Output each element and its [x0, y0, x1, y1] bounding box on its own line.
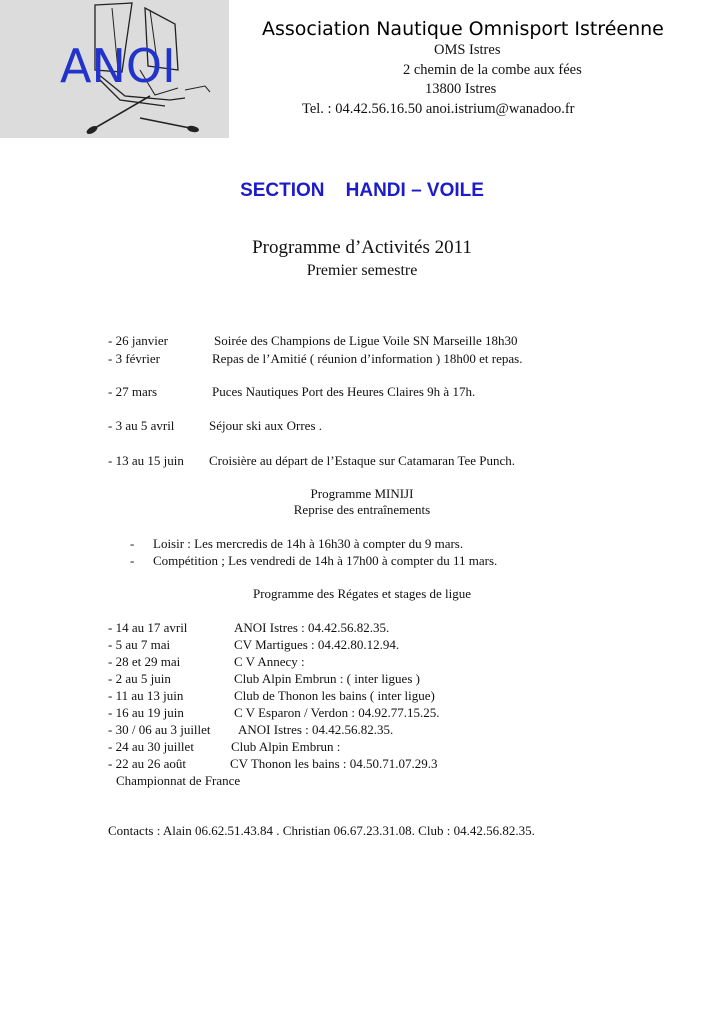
regatta-desc: Club Alpin Embrun :: [231, 739, 341, 754]
logo-text: ANOI: [60, 39, 176, 93]
regatta-date: - 16 au 19 juin: [108, 705, 184, 720]
regatta-date: - 28 et 29 mai: [108, 654, 181, 669]
miniji-title: Programme MINIJI: [310, 486, 414, 501]
organization-name: Association Nautique Omnisport Istréenne: [262, 18, 664, 40]
header-line-3: 13800 Istres: [425, 81, 497, 97]
activity-desc: Repas de l’Amitié ( réunion d’information ) 18h00 et repas.: [212, 351, 523, 366]
regatta-date: - 30 / 06 au 3 juillet: [108, 722, 211, 737]
activity-item: [108, 333, 168, 349]
regatta-desc: C V Annecy :: [234, 654, 305, 669]
activity-date: - 13 au 15 juin: [108, 453, 184, 468]
activity-date: - 26 janvier: [108, 333, 168, 348]
miniji-subtitle: Reprise des entraînements: [293, 502, 431, 517]
regatta-date: - 14 au 17 avril: [108, 620, 188, 635]
miniji-bullet: -: [130, 553, 135, 568]
regatta-date: - 2 au 5 juin: [108, 671, 171, 686]
miniji-item: Compétition ; Les vendredi de 14h à 17h00 à compter du 11 mars.: [153, 553, 498, 568]
activity-desc: Séjour ski aux Orres .: [209, 418, 323, 433]
regatta-footnote: Championnat de France: [116, 773, 241, 788]
regatta-desc: Club Alpin Embrun : ( inter ligues ): [234, 671, 420, 686]
sailboat-logo-icon: [0, 0, 229, 138]
regatta-desc: Club de Thonon les bains ( inter ligue): [234, 688, 435, 703]
miniji-item: Loisir : Les mercredis de 14h à 16h30 à compter du 9 mars.: [153, 536, 464, 551]
section-title: SECTION HANDI – VOILE: [240, 180, 484, 201]
header-contact-line: Tel. : 04.42.56.16.50 anoi.istrium@wanadoo.fr: [302, 101, 575, 117]
regatta-date: - 11 au 13 juin: [108, 688, 184, 703]
regatta-desc: C V Esparon / Verdon : 04.92.77.15.25.: [234, 705, 440, 720]
regatta-date: - 5 au 7 mai: [108, 637, 171, 652]
regattas-title: Programme des Régates et stages de ligue: [252, 586, 472, 601]
programme-title: Programme d’Activités 2011: [252, 237, 472, 258]
activity-desc: Croisière au départ de l’Estaque sur Catamaran Tee Punch.: [209, 453, 516, 468]
activity-desc: Puces Nautiques Port des Heures Claires 9h à 17h.: [212, 384, 476, 399]
miniji-bullet: -: [130, 536, 135, 551]
activity-date: - 3 au 5 avril: [108, 418, 175, 433]
regatta-desc: CV Martigues : 04.42.80.12.94.: [234, 637, 400, 652]
programme-subtitle: Premier semestre: [306, 262, 418, 279]
header-line-2: 2 chemin de la combe aux fées: [403, 62, 582, 78]
header-line-1: OMS Istres: [434, 42, 501, 58]
regatta-desc: ANOI Istres : 04.42.56.82.35.: [238, 722, 394, 737]
logo: [0, 0, 229, 138]
activity-date: - 27 mars: [108, 384, 158, 399]
regatta-desc: ANOI Istres : 04.42.56.82.35.: [234, 620, 390, 635]
regatta-desc: CV Thonon les bains : 04.50.71.07.29.3: [230, 756, 438, 771]
activity-desc: Soirée des Champions de Ligue Voile SN Marseille 18h30: [214, 333, 518, 348]
regatta-date: - 22 au 26 août: [108, 756, 186, 771]
activity-date: - 3 février: [108, 351, 160, 366]
regatta-date: - 24 au 30 juillet: [108, 739, 194, 754]
contacts-line: Contacts : Alain 06.62.51.43.84 . Christian 06.67.23.31.08. Club : 04.42.56.82.35.: [108, 823, 535, 838]
